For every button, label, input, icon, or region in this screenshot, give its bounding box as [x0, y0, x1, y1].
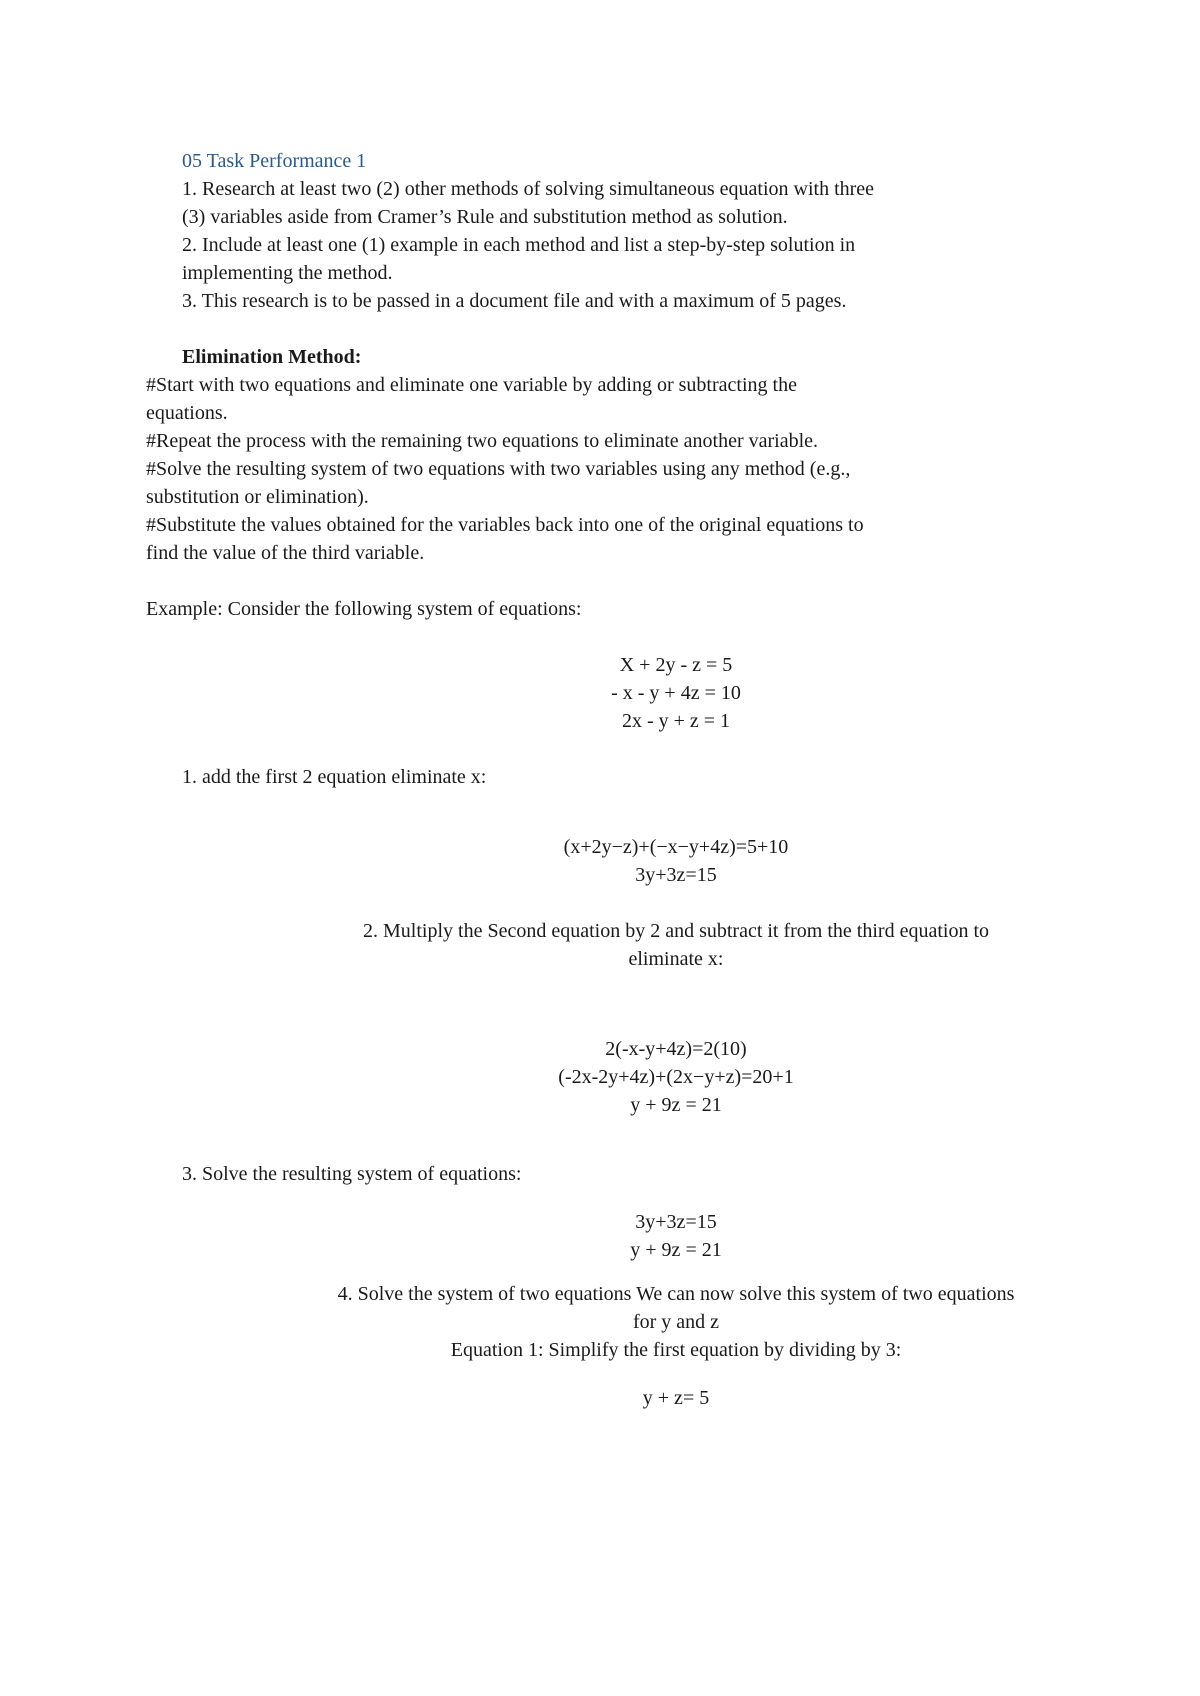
- section-heading: Elimination Method:: [182, 346, 362, 368]
- step3-label: 3. Solve the resulting system of equations:: [182, 1163, 522, 1185]
- method-step-line: substitution or elimination).: [146, 486, 369, 508]
- step1-label: 1. add the first 2 equation eliminate x:: [182, 766, 487, 788]
- step2-label: eliminate x:: [628, 948, 724, 970]
- step2-equation: y + 9z = 21: [630, 1094, 722, 1116]
- step2-equation: (-2x-2y+4z)+(2x−y+z)=20+1: [558, 1066, 794, 1088]
- system-equation: X + 2y - z = 5: [619, 654, 733, 676]
- step4-label: Equation 1: Simplify the first equation by dividing by 3:: [450, 1339, 902, 1361]
- step1-equation: (x+2y−z)+(−x−y+4z)=5+10: [563, 836, 789, 858]
- step2-equation: 2(-x-y+4z)=2(10): [605, 1038, 747, 1060]
- method-step-line: equations.: [146, 402, 228, 424]
- system-equation: - x - y + 4z = 10: [611, 682, 741, 704]
- instruction-line: (3) variables aside from Cramer’s Rule and substitution method as solution.: [182, 206, 788, 228]
- system-equation: 2x - y + z = 1: [621, 710, 731, 732]
- method-step-line: find the value of the third variable.: [146, 542, 425, 564]
- method-step-line: #Repeat the process with the remaining two equations to eliminate another variable.: [146, 430, 819, 452]
- document-title: 05 Task Performance 1: [182, 150, 367, 172]
- instruction-line: 3. This research is to be passed in a document file and with a maximum of 5 pages.: [182, 290, 847, 312]
- step2-label: 2. Multiply the Second equation by 2 and subtract it from the third equation to: [363, 920, 989, 942]
- instruction-line: 1. Research at least two (2) other methods of solving simultaneous equation with three: [182, 178, 875, 200]
- example-intro: Example: Consider the following system of equations:: [146, 598, 582, 620]
- step4-equation: y + z= 5: [642, 1387, 710, 1409]
- method-step-line: #Start with two equations and eliminate one variable by adding or subtracting the: [146, 374, 797, 396]
- instruction-line: implementing the method.: [182, 262, 393, 284]
- step4-label: for y and z: [632, 1311, 720, 1333]
- step4-label: 4. Solve the system of two equations We can now solve this system of two equations: [337, 1283, 1015, 1305]
- step3-equation: y + 9z = 21: [630, 1239, 722, 1261]
- step1-equation: 3y+3z=15: [635, 864, 717, 886]
- instruction-line: 2. Include at least one (1) example in each method and list a step-by-step solution in: [182, 234, 856, 256]
- step3-equation: 3y+3z=15: [635, 1211, 717, 1233]
- method-step-line: #Substitute the values obtained for the variables back into one of the original equations to: [146, 514, 864, 536]
- method-step-line: #Solve the resulting system of two equations with two variables using any method (e.g.,: [146, 458, 851, 480]
